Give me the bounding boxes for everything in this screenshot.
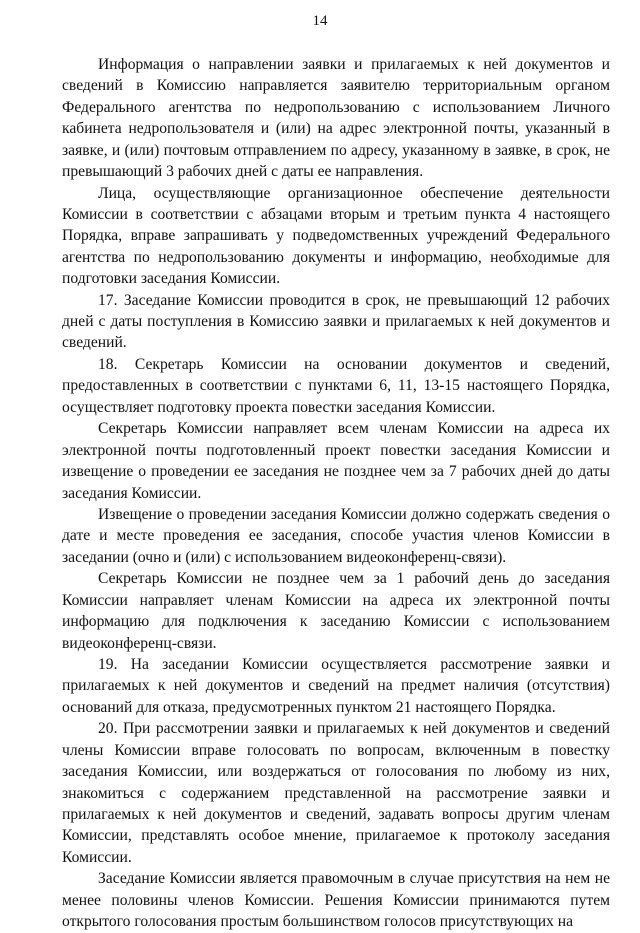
paragraph-item-17: 17. Заседание Комиссии проводится в срок, не превышающий 12 рабочих дней с даты поступления в Комиссию заявки и прилагаемых к ней документов и сведений. xyxy=(62,291,610,352)
paragraph-organizational-support: Лица, осуществляющие организационное обеспечение деятельности Комиссии в соответствии с абзацами вторым и третьим пункта 4 настоящего Порядка, вправе запрашивать у подведомственных учреждений Федерального агентства по недропользованию документы и информацию, необходимые для подготовки заседания Комиссии. xyxy=(62,184,610,288)
paragraph-meeting-notice: Извещение о проведении заседания Комиссии должно содержать сведения о дате и месте проведения ее заседания, способе участия членов Комиссии в заседании (очно и (или) с использованием видеоконференц-связи). xyxy=(62,506,610,566)
paragraph-secretary-agenda: Секретарь Комиссии направляет всем членам Комиссии на адреса их электронной почты подготовленный проект повестки заседания Комиссии и извещение о проведении ее заседания не позднее чем за 7 рабочих дней до даты заседания Комиссии. xyxy=(62,420,610,502)
paragraph-quorum: Заседание Комиссии является правомочным в случае присутствия на нем не менее половины членов Комиссии. Решения Комиссии принимаются путем открытого голосования простым большинством голосов присутствующих на xyxy=(62,870,610,931)
paragraph-item-20: 20. При рассмотрении заявки и прилагаемых к ней документов и сведений члены Комиссии вправе голосовать по вопросам, включенным в повестку заседания Комиссии, или воздержаться от голосования по любому из них, знакомиться с содержанием представленной на рассмотрение заявки и прилагаемых к ней документов и сведений, задавать вопросы другим членам Комиссии, представлять особое мнение, прилагаемое к протоколу заседания Комиссии. xyxy=(62,720,610,866)
paragraph-item-19: 19. На заседании Комиссии осуществляется рассмотрение заявки и прилагаемых к ней документов и сведений на предмет наличия (отсутствия) оснований для отказа, предусмотренных пунктом 21 настоящего Порядка. xyxy=(62,656,610,716)
paragraph-videoconference-info: Секретарь Комиссии не позднее чем за 1 рабочий день до заседания Комиссии направляет членам Комиссии на адреса их электронной почты информацию для подключения к заседанию Комиссии с использованием видеоконференц-связи. xyxy=(62,570,610,652)
paragraph-application-info: Информация о направлении заявки и прилагаемых к ней документов и сведений в Комиссию направляется заявителю территориальным органом Федерального агентства по недропользованию с использованием Личного кабинета недропользователя и (или) на адрес электронной почты, указанный в заявке, и (или) почтовым отправлением по адресу, указанному в заявке, в срок, не превышающий 3 рабочих дней с даты ее направления. xyxy=(62,56,610,181)
page-number: 14 xyxy=(312,13,328,29)
paragraph-item-18: 18. Секретарь Комиссии на основании документов и сведений, предоставленных в соответствии с пунктами 6, 11, 13-15 настоящего Порядка, осуществляет подготовку проекта повестки заседания Комиссии. xyxy=(62,355,610,416)
document-body xyxy=(62,54,610,933)
